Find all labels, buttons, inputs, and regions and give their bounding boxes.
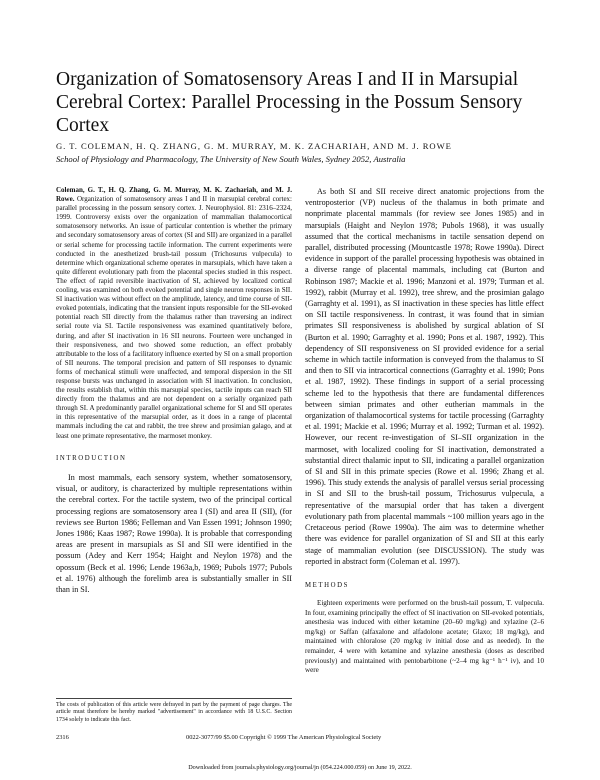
copyright-line: 0022-3077/99 $5.00 Copyright © 1999 The American Physiological Society bbox=[186, 734, 382, 741]
introduction-heading: INTRODUCTION bbox=[56, 454, 127, 462]
affiliation: School of Physiology and Pharmacology, The University of New South Wales, Sydney 2052, Australia bbox=[56, 154, 406, 164]
author-list: G. T. COLEMAN, H. Q. ZHANG, G. M. MURRAY, M. K. ZACHARIAH, AND M. J. ROWE bbox=[56, 141, 452, 151]
methods-text: Eighteen experiments were performed on the brush-tail possum, T. vulpecula. In four, examining principally the effect of SI inactivation on SII-evoked potentials, anesthesia was induced with either ketamine (20–60 mg/kg) and xylazine (2–6 mg/kg) or Saffan (alfaxalone and alfadolone acetate; Glaxo; 18 mg/kg), and maintained with chloralose (20 mg/kg iv initial dose and as needed). In the remainder, 4 were with ketamine and xylazine anesthesia (doses as described previously) and maintained with pentobarbitone (~2–4 mg kg⁻¹ h⁻¹ iv), and 10 were bbox=[305, 599, 544, 675]
methods-heading: METHODS bbox=[305, 581, 350, 589]
article-title: Organization of Somatosensory Areas I and II in Marsupial Cerebral Cortex: Parallel Processing in the Possum Sensory Cortex bbox=[56, 69, 523, 136]
abstract bbox=[56, 186, 292, 441]
download-note: Downloaded from journals.physiology.org/journal/jn (054.224.000.059) on June 19, 2022. bbox=[188, 764, 412, 771]
introduction-text: In most mammals, each sensory system, whether somatosensory, visual, or auditory, is characterized by multiple representations within the cerebral cortex. For the tactile system, two of the principal cortical processing regions are somatosensory area I (SI) and area II (SII), (for reviews see Burton 1986; Felleman and Van Essen 1991; Johnson 1990; Jones 1986; Kaas 1987; Rowe 1990a). It is probable that corresponding areas are present in marsupials as SI and SII were identified in the possum (Adey and Kerr 1954; Haight and Neylon 1978) and the opossum (Beck et al. 1996; Lende 1963a,b, 1969; Pubols 1977; Pubols et al. 1976) although the forelimb area is substantially smaller in SII than in SI. bbox=[56, 472, 292, 594]
left-column bbox=[56, 186, 292, 595]
right-column bbox=[305, 186, 544, 676]
page-number: 2316 bbox=[56, 734, 69, 741]
abstract-authors: Coleman, G. T., H. Q. Zhang, G. M. Murray, M. K. Zachariah, and M. J. Rowe. bbox=[56, 186, 292, 204]
intro-continued-paragraph: As both SI and SII receive direct anatomic projections from the ventroposterior (VP) nucleus of the thalamus in both primate and nonprimate placental mammals (for review see Jones 1985) and in marsupials (Haight and Neylon 1978; Pubols 1968), it was usually assumed that the cortical mechanisms in tactile sensation depend on parallel, distributed processing (Mountcastle 1978; Rowe 1990a). Direct evidence in support of the parallel processing hypothesis was obtained in a diverse range of placental mammals, including cat (Burton and Robinson 1987; Mackie et al. 1996; Manzoni et al. 1979; Turman et al. 1992), rabbit (Murray et al. 1992), tree shrew, and the prosimian galago (Garraghty et al. 1991), as SI inactivation in these species has little effect on SII tactile responsiveness. In contrast, it was found that in simian primates SII responsiveness is abolished by surgical ablation of SI (Burton et al. 1990; Garraghty et al. 1990; Pons et al. 1987, 1992). This dependency of SII responsiveness on SI provided evidence for a serial scheme in which tactile information is conveyed from the thalamus to SI and then to SII via intracortical connections (Garraghty et al. 1990; Pons et al. 1987, 1992). These findings in support of a serial processing scheme led to the hypothesis that there are fundamental differences between simian primates and other eutherian mammals in the organization of thalamocortical systems for tactile processing (Garraghty et al. 1991; Mackie et al. 1996; Murray et al. 1992; Turman et al. 1992). However, our recent re-investigation of SI–SII organization in the marmoset, with localized cooling for SI inactivation, demonstrated a substantial direct thalamic input to SII, indicating a parallel organization of SI and SII in this primate species (Rowe et al. 1996; Zhang et al. 1996). This study extends the analysis of parallel versus serial processing in SI and SII to the brush-tail possum, Trichosurus vulpecula, a representative of the marsupial order that has taken a divergent evolutionary path from placental mammals ~100 million years ago in the Cretaceous period (Rowe 1990a). The aim was to determine whether there was evidence for parallel organization of SI and SII at this early stage of mammalian evolution (see DISCUSSION). The study was reported in abstract form (Coleman et al. 1997). bbox=[305, 187, 544, 566]
footnote: The costs of publication of this article were defrayed in part by the payment of page charges. The article must therefore be hereby marked "advertisement" in accordance with 18 U.S.C. Section 1734 solely to indicate this fact. bbox=[56, 698, 292, 724]
abstract-text: Organization of somatosensory areas I and II in marsupial cerebral cortex: parallel processing in the possum sensory cortex. J. Neurophysiol. 81: 2316–2324, 1999. Controversy exists over the organization of mammalian thalamocortical somatosensory networks. An issue of particular contention is whether the primary and secondary somatosensory areas of cortex (SI and SII) are organized in a parallel or serial scheme for processing tactile information. The current experiments were conducted in the anesthetized brush-tail possum (Trichosurus vulpecula) to determine which organizational scheme operates in marsupials, which have taken a quite different evolutionary path from the placental species studied in this respect. The effect of rapid reversible inactivation of SI, achieved by localized cortical cooling, was examined on both evoked potential and single neuron responses in SII. SI inactivation was without effect on the amplitude, latency, and time course of SII-evoked potentials, indicating that the transient inputs responsible for the SII-evoked potential reach SII directly from the thalamus rather than traversing an indirect serial route via SI. Tactile responsiveness was examined quantitatively before, during, and after SI inactivation in 16 SII neurons. Fourteen were unchanged in their responsiveness, and two showed some reduction, an effect probably attributable to the loss of a facilitatory influence exerted by SI on a small proportion of SII neurons. The temporal precision and pattern of SII responses to dynamic forms of mechanical stimuli were unaffected, and temporal dispersion in the SII response bursts was unchanged in association with SI inactivation. In conclusion, the results establish that, within this marsupial species, tactile inputs can reach SII directly from the thalamus and are not dependent on a serially organized path through SI. A predominantly parallel organizational scheme for SI and SII operates in this representative of the marsupial order, as it does in a range of placental mammals including the cat and rabbit, the tree shrew and prosimian galago, and at least one primate representative, the marmoset monkey. bbox=[56, 195, 293, 440]
